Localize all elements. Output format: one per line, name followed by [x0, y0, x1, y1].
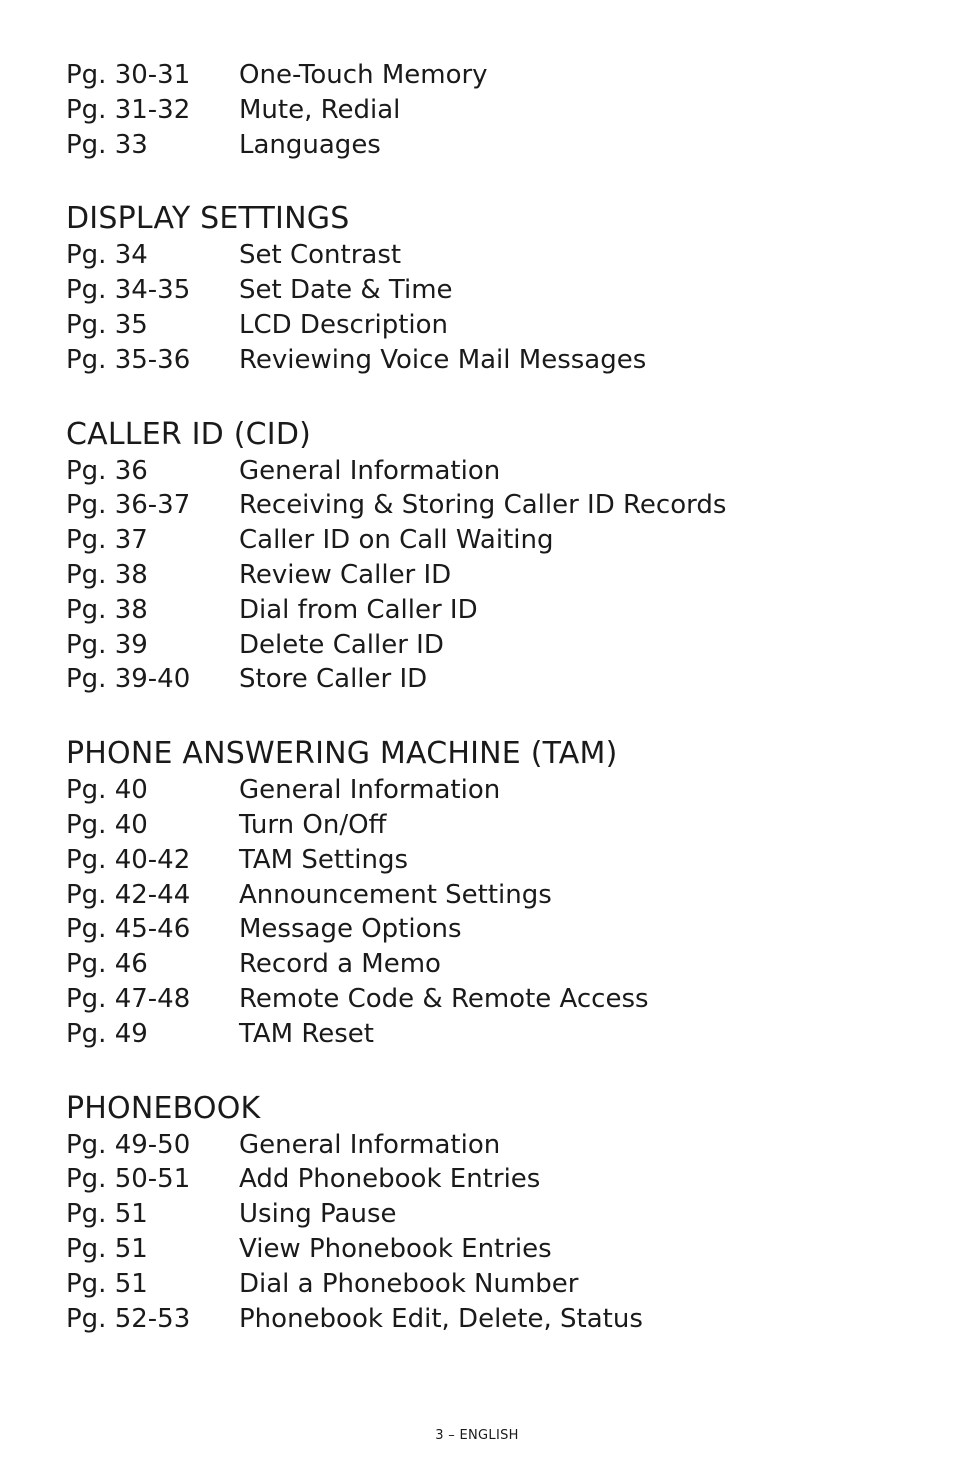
toc-entry: [66, 628, 926, 663]
page-reference: Pg. 46: [66, 949, 148, 980]
page-reference: Pg. 30-31: [66, 60, 191, 90]
section-heading: DISPLAY SETTINGS: [66, 201, 350, 237]
page-reference: Pg. 38: [66, 559, 148, 590]
toc-entry: [66, 1162, 926, 1197]
toc-entry: [66, 662, 926, 697]
topic-label: Reviewing Voice Mail Messages: [239, 344, 647, 375]
toc-section: [66, 200, 926, 377]
toc-entry: [66, 982, 926, 1017]
page-reference: Pg. 51: [66, 1199, 148, 1230]
toc-entry: [66, 454, 926, 489]
topic-label: Caller ID on Call Waiting: [239, 525, 554, 556]
toc-entry: [66, 947, 926, 982]
topic-label: Dial from Caller ID: [239, 594, 478, 625]
page-reference: Pg. 51: [66, 1268, 148, 1299]
page-reference: Pg. 51: [66, 1233, 148, 1264]
toc-entry: [66, 912, 926, 947]
page-reference: Pg. 39-40: [66, 664, 191, 695]
page-reference: Pg. 39: [66, 629, 148, 660]
section-heading: CALLER ID (CID): [66, 416, 312, 452]
topic-label: TAM Settings: [239, 844, 408, 875]
toc-section: [66, 416, 926, 698]
toc-entry: [66, 1302, 926, 1337]
toc-section: [66, 58, 926, 162]
topic-label: Using Pause: [239, 1199, 397, 1230]
page-reference: Pg. 49-50: [66, 1129, 191, 1160]
toc-entry: [66, 238, 926, 273]
toc-section: [66, 1090, 926, 1337]
page-reference: Pg. 34: [66, 240, 148, 271]
topic-label: Announcement Settings: [239, 879, 552, 910]
page-reference: Pg. 35: [66, 309, 148, 340]
section-heading: PHONEBOOK: [66, 1090, 261, 1126]
page-footer: 3 – ENGLISH: [435, 1428, 519, 1443]
page-reference: Pg. 45-46: [66, 914, 191, 945]
toc-entry: [66, 1267, 926, 1302]
topic-label: Mute, Redial: [239, 94, 401, 125]
toc-entry: [66, 1197, 926, 1232]
toc-entry: [66, 273, 926, 308]
page-reference: Pg. 34-35: [66, 275, 191, 306]
topic-label: Store Caller ID: [239, 664, 428, 695]
toc-section: [66, 735, 926, 1051]
page-reference: Pg. 37: [66, 525, 148, 556]
topic-label: View Phonebook Entries: [239, 1233, 552, 1264]
toc-entry: [66, 308, 926, 343]
topic-label: General Information: [239, 1129, 501, 1160]
page-reference: Pg. 31-32: [66, 94, 191, 125]
topic-label: Phonebook Edit, Delete, Status: [239, 1303, 643, 1334]
topic-label: Add Phonebook Entries: [239, 1164, 541, 1195]
page-reference: Pg. 36-37: [66, 490, 191, 521]
page-reference: Pg. 35-36: [66, 344, 191, 375]
toc-entry: [66, 1232, 926, 1267]
toc-entry: [66, 593, 926, 628]
toc-entry: [66, 808, 926, 843]
toc-entry: [66, 523, 926, 558]
topic-label: Languages: [239, 129, 381, 160]
toc-entry: [66, 343, 926, 378]
table-of-contents: [66, 58, 926, 1336]
topic-label: LCD Description: [239, 309, 449, 340]
page-reference: Pg. 52-53: [66, 1303, 191, 1334]
toc-entry: [66, 1128, 926, 1163]
topic-label: General Information: [239, 455, 501, 486]
toc-entry: [66, 488, 926, 523]
page-reference: Pg. 33: [66, 129, 148, 160]
topic-label: TAM Reset: [239, 1018, 374, 1049]
page-reference: Pg. 50-51: [66, 1164, 191, 1195]
page-reference: Pg. 40-42: [66, 844, 191, 875]
page-reference: Pg. 49: [66, 1018, 148, 1049]
topic-label: Record a Memo: [239, 949, 441, 980]
topic-label: Review Caller ID: [239, 559, 452, 590]
section-heading: PHONE ANSWERING MACHINE (TAM): [66, 736, 618, 772]
toc-entry: [66, 558, 926, 593]
toc-entry: [66, 128, 926, 163]
page-reference: Pg. 36: [66, 455, 148, 486]
page-reference: Pg. 38: [66, 594, 148, 625]
topic-label: Set Date & Time: [239, 275, 453, 306]
topic-label: Message Options: [239, 914, 462, 945]
toc-entry: [66, 843, 926, 878]
toc-entry: [66, 878, 926, 913]
topic-label: Delete Caller ID: [239, 629, 444, 660]
toc-entry: [66, 58, 926, 93]
page-reference: Pg. 40: [66, 775, 148, 806]
page-reference: Pg. 40: [66, 809, 148, 840]
page-reference: Pg. 47-48: [66, 983, 191, 1014]
toc-entry: [66, 1017, 926, 1052]
page-reference: Pg. 42-44: [66, 879, 191, 910]
topic-label: Dial a Phonebook Number: [239, 1268, 579, 1299]
topic-label: One-Touch Memory: [239, 60, 488, 90]
topic-label: Receiving & Storing Caller ID Records: [239, 490, 727, 521]
topic-label: Set Contrast: [239, 240, 402, 271]
topic-label: Turn On/Off: [239, 809, 387, 840]
toc-entry: [66, 773, 926, 808]
topic-label: Remote Code & Remote Access: [239, 983, 649, 1014]
topic-label: General Information: [239, 775, 501, 806]
toc-entry: [66, 93, 926, 128]
